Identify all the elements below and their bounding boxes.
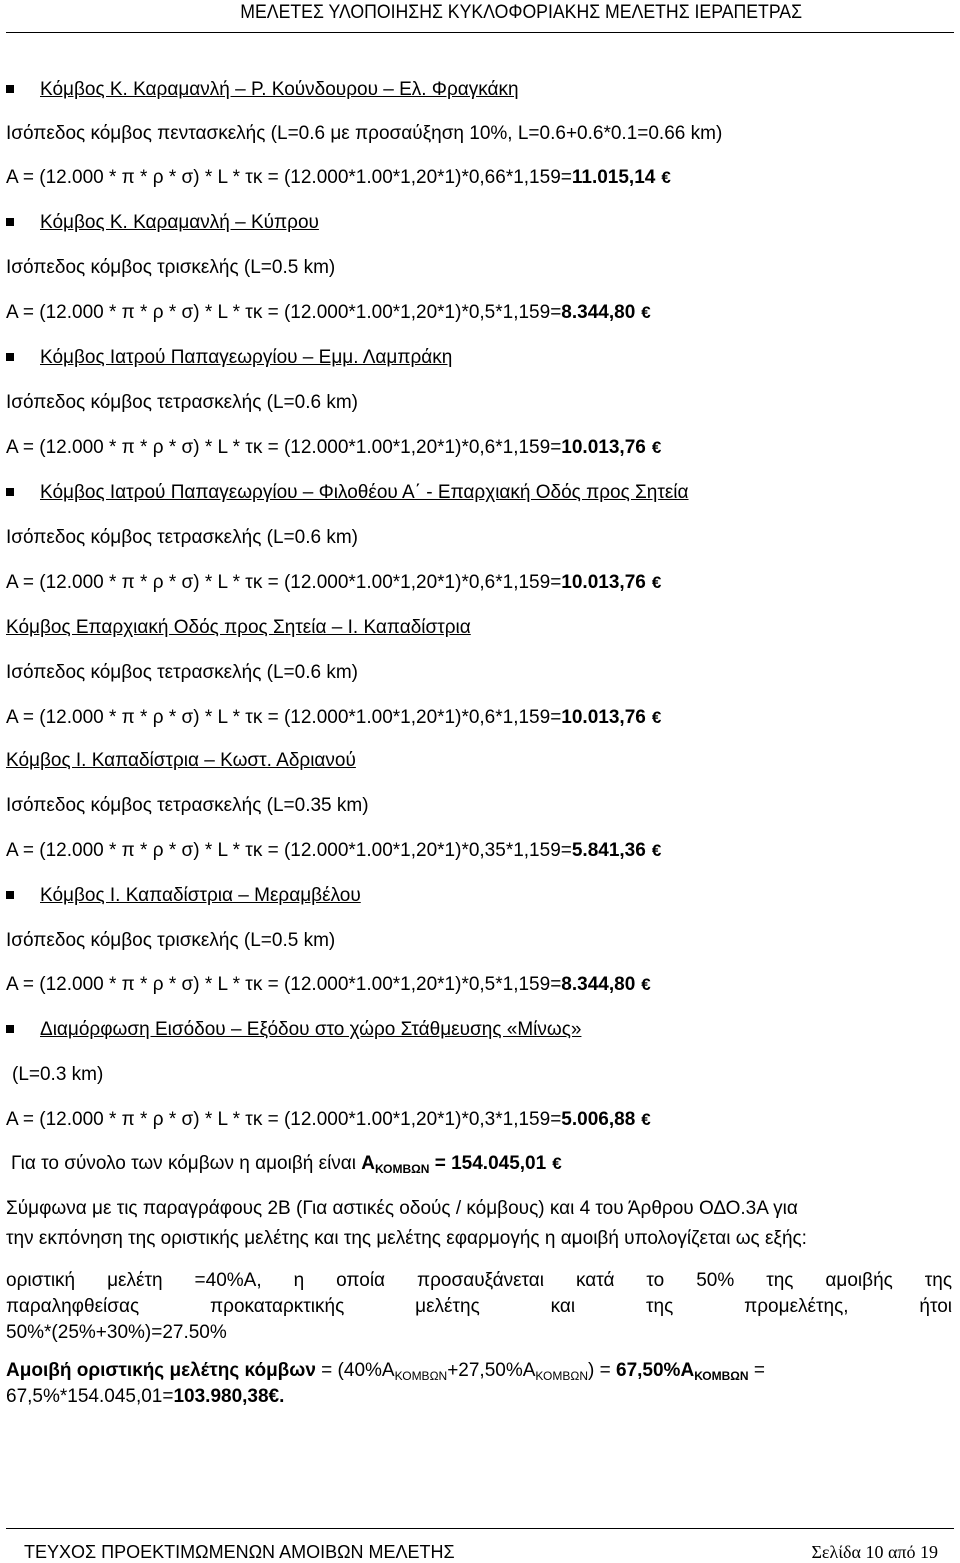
final-eq-part: = (40%Α [315, 1360, 395, 1381]
euro-icon: € [661, 168, 671, 187]
formula-text: A = (12.000 * π * ρ * σ) * L * τκ = (12.000*1.00*1,20*1)*0,5*1,159= [6, 974, 562, 995]
euro-icon: € [641, 975, 651, 994]
formula-result: 5.006,88 [561, 1109, 636, 1130]
total-text: Για το σύνολο των κόμβων η αμοιβή είναι [11, 1153, 362, 1174]
junction-title: Κόμβος Ιατρού Παπαγεωργίου – Φιλοθέου Α΄ - Επαρχιακή Οδός προς Σητεία [40, 482, 689, 503]
final-percent: 67,50%Α [616, 1360, 695, 1381]
bullet-icon [6, 85, 14, 93]
euro-icon: € [651, 573, 662, 592]
total-a-subscript: ΚΟΜΒΩΝ [375, 1162, 430, 1176]
formula-result: 10.013,76 [561, 572, 646, 593]
final-result: 103.980,38€. [173, 1386, 285, 1407]
euro-icon: € [552, 1154, 562, 1173]
page-footer [0, 1528, 960, 1561]
header-title: ΜΕΛΕΤΕΣ ΥΛΟΠΟΙΗΣΗΣ ΚΥΚΛΟΦΟΡΙΑΚΗΣ ΜΕΛΕΤΗΣ ΙΕΡΑΠΕΤΡΑΣ [240, 2, 802, 23]
formula-result: 11.015,14 [571, 167, 656, 188]
bullet-icon [6, 353, 14, 361]
junction-title: Κόμβος Ι. Καπαδίστρια – Κωστ. Αδριανού [6, 750, 356, 771]
junction-title: Κόμβος Ι. Καπαδίστρια – Μεραμβέλου [40, 885, 361, 906]
final-eq-part: +27,50%Α [447, 1360, 536, 1381]
fee-formula [6, 973, 651, 997]
junction-title: Διαμόρφωση Εισόδου – Εξόδου στο χώρο Στάθμευσης «Μίνως» [40, 1019, 582, 1040]
fee-formula [6, 706, 661, 730]
final-fee-result-line [6, 1385, 284, 1409]
bullet-icon [6, 488, 14, 496]
bullet-icon [6, 891, 14, 899]
justified-paragraph-line: παραληφθείσας προκαταρκτικής μελέτης και της προμελέτης, ήτοι [6, 1296, 952, 1317]
page-header [0, 0, 960, 33]
fee-formula [6, 839, 661, 863]
formula-text: A = (12.000 * π * ρ * σ) * L * τκ = (12.000*1.00*1,20*1)*0,6*1,159= [6, 707, 562, 728]
junction-description: Ισόπεδος κόμβος τετρασκελής (L=0.35 km) [6, 795, 369, 816]
footer-rule [6, 1528, 954, 1529]
formula-text: A = (12.000 * π * ρ * σ) * L * τκ = (12.000*1.00*1,20*1)*0,5*1,159= [6, 302, 562, 323]
total-fee-line [11, 1152, 562, 1181]
bullet-icon [6, 1025, 14, 1033]
junction-description: Ισόπεδος κόμβος τρισκελής (L=0.5 km) [6, 930, 336, 951]
footer-page-number: Σελίδα 10 από 19 [811, 1542, 938, 1562]
final-fee-label: Αμοιβή οριστικής μελέτης κόμβων [6, 1360, 316, 1381]
formula-result: 8.344,80 [561, 974, 636, 995]
formula-result: 5.841,36 [571, 840, 646, 861]
header-rule [6, 32, 954, 33]
paragraph-line: την εκπόνηση της οριστικής μελέτης και της μελέτης εφαρμογής η αμοιβή υπολογίζεται ως εξής: [6, 1228, 807, 1249]
junction-description: Ισόπεδος κόμβος τρισκελής (L=0.5 km) [6, 257, 336, 278]
euro-icon: € [651, 708, 662, 727]
bullet-icon [6, 218, 14, 226]
final-eq-part: ) = [588, 1360, 617, 1381]
junction-description: Ισόπεδος κόμβος τετρασκελής (L=0.6 km) [6, 392, 358, 413]
final-subscript: ΚΟΜΒΩΝ [535, 1369, 589, 1383]
junction-title: Κόμβος Επαρχιακή Οδός προς Σητεία – Ι. Καπαδίστρια [6, 617, 471, 638]
fee-formula [6, 166, 671, 190]
fee-formula [6, 571, 661, 595]
euro-icon: € [651, 841, 662, 860]
paragraph-line: 50%*(25%+30%)=27.50% [6, 1322, 227, 1343]
junction-description: Ισόπεδος κόμβος τετρασκελής (L=0.6 km) [6, 662, 358, 683]
euro-icon: € [651, 438, 662, 457]
justified-paragraph-line: οριστική μελέτη =40%Α, η οποία προσαυξάνεται κατά το 50% της αμοιβής της [6, 1270, 952, 1291]
final-eq-part: = [748, 1360, 765, 1381]
fee-formula [6, 436, 661, 460]
final-calc: 67,5%*154.045,01= [6, 1386, 174, 1407]
euro-icon: € [641, 303, 651, 322]
junction-title: Κόμβος Κ. Καραμανλή – Ρ. Κούνδουρου – Ελ. Φραγκάκη [40, 79, 519, 100]
total-value: = 154.045,01 [429, 1153, 547, 1174]
formula-text: A = (12.000 * π * ρ * σ) * L * τκ = (12.000*1.00*1,20*1)*0,6*1,159= [6, 437, 562, 458]
total-a-label: Α [361, 1153, 376, 1174]
fee-formula [6, 1108, 651, 1132]
euro-icon: € [641, 1110, 651, 1129]
formula-result: 8.344,80 [561, 302, 636, 323]
junction-description: Ισόπεδος κόμβος πεντασκελής (L=0.6 με προσαύξηση 10%, L=0.6+0.6*0.1=0.66 km) [6, 123, 723, 144]
footer-document-title: ΤΕΥΧΟΣ ΠΡΟΕΚΤΙΜΩΜΕΝΩΝ ΑΜΟΙΒΩΝ ΜΕΛΕΤΗΣ [24, 1542, 455, 1562]
formula-text: A = (12.000 * π * ρ * σ) * L * τκ = (12.000*1.00*1,20*1)*0,35*1,159= [6, 840, 572, 861]
junction-title: Κόμβος Ιατρού Παπαγεωργίου – Εμμ. Λαμπράκη [40, 347, 453, 368]
formula-result: 10.013,76 [561, 707, 646, 728]
formula-text: A = (12.000 * π * ρ * σ) * L * τκ = (12.000*1.00*1,20*1)*0,6*1,159= [6, 572, 562, 593]
final-subscript: ΚΟΜΒΩΝ [694, 1369, 749, 1383]
final-fee-line [6, 1359, 765, 1388]
fee-formula [6, 301, 651, 325]
junction-description: (L=0.3 km) [12, 1064, 104, 1085]
final-subscript: ΚΟΜΒΩΝ [394, 1369, 448, 1383]
paragraph-line: Σύμφωνα με τις παραγράφους 2Β (Για αστικές οδούς / κόμβους) και 4 του Άρθρου ΟΔΟ.3Α για [6, 1198, 798, 1219]
junction-title: Κόμβος Κ. Καραμανλή – Κύπρου [40, 212, 319, 233]
formula-text: A = (12.000 * π * ρ * σ) * L * τκ = (12.000*1.00*1,20*1)*0,66*1,159= [6, 167, 572, 188]
junction-description: Ισόπεδος κόμβος τετρασκελής (L=0.6 km) [6, 527, 358, 548]
formula-text: A = (12.000 * π * ρ * σ) * L * τκ = (12.000*1.00*1,20*1)*0,3*1,159= [6, 1109, 562, 1130]
formula-result: 10.013,76 [561, 437, 646, 458]
